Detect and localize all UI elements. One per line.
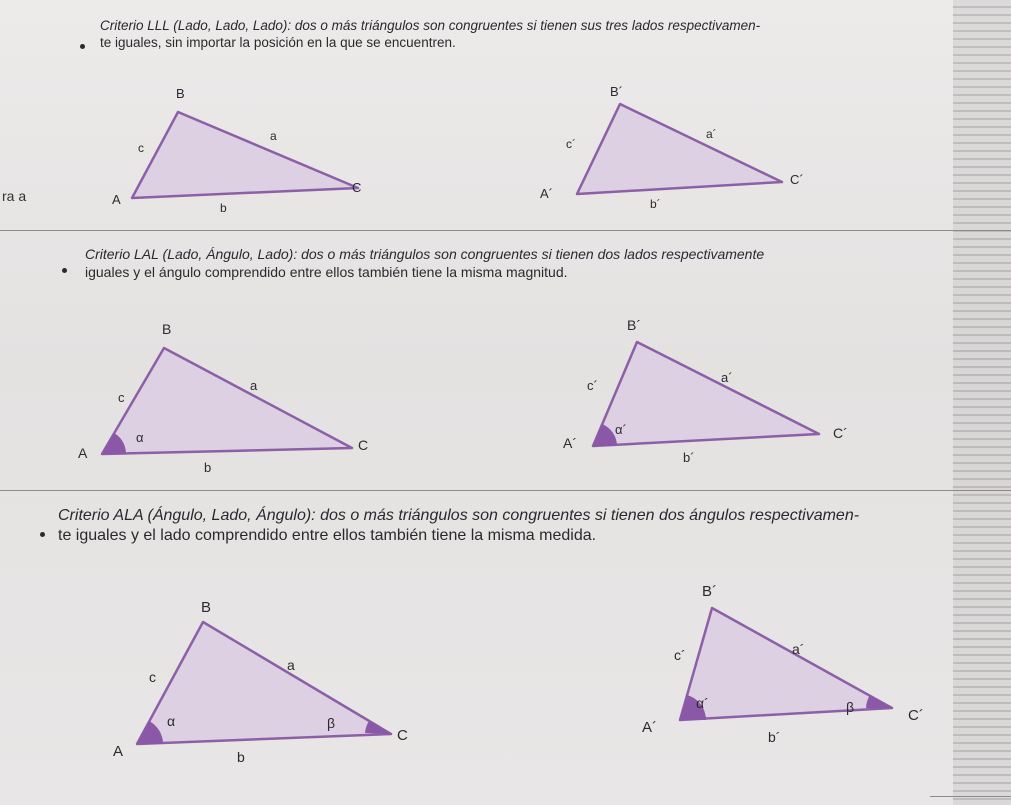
angle-alpha-prime-label: α´ bbox=[615, 422, 627, 437]
angle-beta-mark bbox=[365, 721, 391, 734]
triangle-shape bbox=[132, 112, 358, 198]
vertex-C: C bbox=[358, 437, 369, 453]
vertex-B: B bbox=[176, 86, 185, 101]
side-a: a bbox=[250, 378, 258, 393]
vertex-B: B bbox=[162, 321, 172, 337]
criterio-ala-text bbox=[58, 506, 859, 546]
vertex-B-prime: B´ bbox=[610, 84, 623, 99]
side-b: b bbox=[237, 749, 245, 765]
vertex-A: A bbox=[112, 192, 121, 207]
triangle-ala-right bbox=[640, 580, 950, 760]
vertex-C-prime: C´ bbox=[833, 425, 848, 441]
criterio-ala-line2: te iguales y el lado comprendido entre ellos también tiene la misma medida. bbox=[58, 527, 597, 544]
vertex-B-prime: B´ bbox=[702, 583, 717, 600]
triangle-shape bbox=[137, 622, 391, 744]
vertex-A-prime: A´ bbox=[563, 435, 577, 451]
angle-beta-prime-mark bbox=[866, 695, 892, 708]
triangle-lll-right bbox=[520, 82, 840, 222]
triangle-lal-left bbox=[70, 318, 390, 478]
side-b: b bbox=[204, 460, 212, 475]
side-b-prime: b´ bbox=[683, 450, 695, 465]
divider-3 bbox=[930, 796, 1011, 797]
side-c: c bbox=[118, 390, 125, 405]
vertex-C-prime: C´ bbox=[790, 172, 804, 187]
side-c-prime: c´ bbox=[674, 647, 686, 663]
vertex-C: C bbox=[397, 727, 408, 744]
triangle-shape bbox=[577, 104, 782, 194]
side-a-prime: a´ bbox=[721, 370, 733, 385]
triangle-shape bbox=[680, 608, 892, 720]
side-b-prime: b´ bbox=[650, 197, 661, 211]
criterio-ala-line1: Criterio ALA (Ángulo, Lado, Ángulo): dos o más triángulos son congruentes si tienen dos ángulos respectivamen- bbox=[58, 507, 860, 524]
vertex-C-prime: C´ bbox=[908, 707, 924, 724]
bullet-ala bbox=[40, 532, 45, 537]
vertex-B: B bbox=[201, 599, 212, 616]
bullet-lal bbox=[62, 268, 67, 273]
vertex-A-prime: A´ bbox=[540, 186, 553, 201]
divider-2 bbox=[0, 490, 1011, 491]
angle-alpha-prime-label: α´ bbox=[696, 695, 709, 711]
side-a: a bbox=[270, 129, 277, 143]
vertex-B-prime: B´ bbox=[627, 317, 641, 333]
criterio-lal-line1: Criterio LAL (Lado, Ángulo, Lado): dos o más triángulos son congruentes si tienen dos lados respectivamente bbox=[85, 246, 765, 262]
bullet-lll bbox=[80, 44, 85, 49]
triangle-shape bbox=[593, 342, 819, 446]
criterio-lll-line1: Criterio LLL (Lado, Lado, Lado): dos o más triángulos son congruentes si tienen sus tres lados respectivamen- bbox=[100, 18, 761, 33]
angle-alpha-label: α bbox=[136, 430, 144, 445]
vertex-C: C bbox=[352, 180, 362, 195]
vertex-A: A bbox=[78, 445, 88, 461]
triangle-ala-left bbox=[105, 592, 425, 777]
criterio-lal-line2: iguales y el ángulo comprendido entre ellos también tiene la misma magnitud. bbox=[85, 263, 568, 280]
divider-1 bbox=[0, 230, 1011, 231]
criterio-lll-line2: te iguales, sin importar la posición en la que se encuentren. bbox=[100, 34, 456, 50]
vertex-A: A bbox=[113, 743, 124, 760]
side-c: c bbox=[149, 669, 156, 685]
triangle-lal-right bbox=[555, 318, 875, 478]
vertex-A-prime: A´ bbox=[642, 719, 657, 736]
criterio-lal-text bbox=[85, 246, 764, 281]
side-c-prime: c´ bbox=[587, 378, 598, 393]
page-edge-shadow bbox=[953, 0, 1011, 805]
margin-note: ra a bbox=[2, 188, 27, 204]
angle-beta-label: β bbox=[327, 715, 336, 731]
side-a: a bbox=[287, 657, 295, 673]
side-a-prime: a´ bbox=[792, 641, 805, 657]
angle-alpha-label: α bbox=[167, 713, 176, 729]
triangle-lll-left bbox=[100, 80, 380, 220]
side-a-prime: a´ bbox=[706, 127, 717, 141]
criterio-lll-text bbox=[100, 18, 760, 52]
side-c-prime: c´ bbox=[566, 137, 576, 151]
angle-beta-prime-label: β bbox=[846, 699, 855, 715]
side-b: b bbox=[220, 201, 227, 215]
side-b-prime: b´ bbox=[768, 729, 781, 745]
side-c: c bbox=[138, 141, 144, 155]
